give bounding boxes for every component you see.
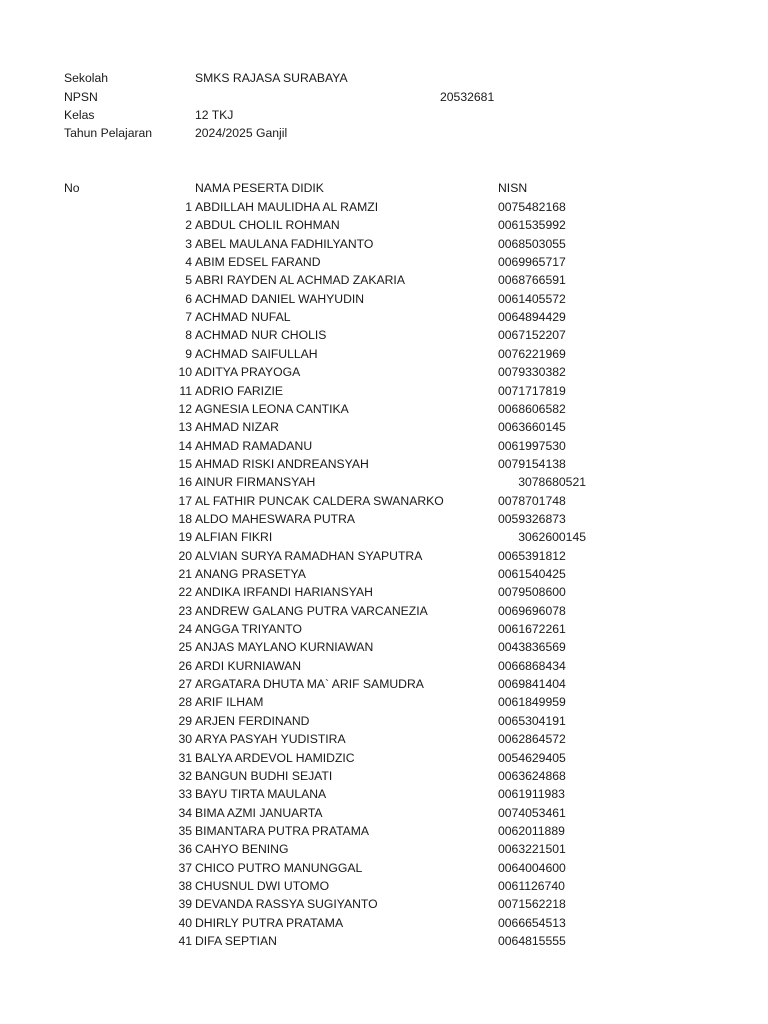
- student-nisn: 0078701748: [498, 493, 566, 508]
- table-row: [0, 530, 768, 548]
- row-number: 20: [178, 548, 192, 563]
- table-row: [0, 420, 768, 438]
- student-nisn: 0061849959: [498, 695, 566, 710]
- student-nisn: 0067152207: [498, 328, 566, 343]
- npsn-value: 20532681: [440, 90, 495, 104]
- row-number: 19: [178, 530, 192, 545]
- class-label: Kelas: [64, 108, 95, 122]
- student-name: ANDREW GALANG PUTRA VARCANEZIA: [195, 603, 428, 618]
- table-row: [0, 457, 768, 475]
- student-name: DHIRLY PUTRA PRATAMA: [195, 915, 344, 930]
- student-name: ABIM EDSEL FARAND: [195, 255, 321, 270]
- student-name: ACHMAD SAIFULLAH: [195, 346, 318, 361]
- student-name: AHMAD RISKI ANDREANSYAH: [195, 456, 369, 471]
- student-nisn: 0061535992: [498, 218, 566, 233]
- school-label: Sekolah: [64, 71, 109, 85]
- student-nisn: 0062864572: [498, 732, 566, 747]
- row-number: 39: [178, 897, 192, 912]
- student-nisn: 0069696078: [498, 603, 566, 618]
- student-nisn: 0061911983: [498, 787, 565, 802]
- row-number: 12: [178, 401, 192, 416]
- table-row: [0, 714, 768, 732]
- student-nisn: 0059326873: [498, 511, 566, 526]
- row-number: 6: [185, 291, 192, 306]
- table-row: [0, 512, 768, 530]
- student-nisn: 0061997530: [498, 438, 566, 453]
- student-name: ACHMAD DANIEL WAHYUDIN: [195, 291, 365, 306]
- table-row: [0, 787, 768, 805]
- row-number: 5: [185, 273, 192, 288]
- table-row: [0, 549, 768, 567]
- row-number: 11: [179, 383, 192, 398]
- student-name: ANGGA TRIYANTO: [195, 622, 303, 637]
- table-row: [0, 475, 768, 493]
- student-name: ARIF ILHAM: [195, 695, 264, 710]
- table-row: [0, 769, 768, 787]
- table-row: [0, 861, 768, 879]
- student-nisn: 0068766591: [498, 273, 566, 288]
- student-nisn: 0068606582: [498, 401, 566, 416]
- table-row: [0, 328, 768, 346]
- student-nisn: 3062600145: [518, 530, 586, 545]
- row-number: 21: [178, 567, 192, 581]
- student-name: ANANG PRASETYA: [195, 567, 306, 581]
- student-name: CAHYO BENING: [195, 842, 289, 857]
- table-row: [0, 273, 768, 291]
- student-name: BIMA AZMI JANUARTA: [195, 805, 323, 820]
- student-nisn: 0069965717: [498, 255, 566, 270]
- row-number: 9: [185, 346, 192, 361]
- student-name: AHMAD NIZAR: [195, 420, 279, 435]
- year-value: 2024/2025 Ganjil: [195, 126, 288, 140]
- student-nisn: 0064815555: [498, 934, 566, 948]
- student-name: ABDUL CHOLIL ROHMAN: [195, 218, 340, 233]
- student-name: AGNESIA LEONA CANTIKA: [195, 401, 349, 416]
- row-number: 30: [178, 732, 192, 747]
- row-number: 34: [178, 805, 192, 820]
- table-row: [0, 585, 768, 603]
- student-name: AINUR FIRMANSYAH: [195, 475, 316, 490]
- table-row: [0, 751, 768, 769]
- student-name: BIMANTARA PUTRA PRATAMA: [195, 823, 370, 838]
- student-name: ANJAS MAYLANO KURNIAWAN: [195, 640, 374, 655]
- table-row: [0, 916, 768, 934]
- row-number: 36: [178, 842, 192, 857]
- student-nisn: 0063221501: [498, 842, 566, 857]
- column-header-name: NAMA PESERTA DIDIK: [195, 181, 324, 195]
- column-header-nisn: NISN: [498, 181, 528, 195]
- student-nisn: 0076221969: [498, 346, 566, 361]
- student-nisn: 0063660145: [498, 420, 566, 435]
- student-nisn: 0064894429: [498, 310, 566, 325]
- student-name: ARGATARA DHUTA MA` ARIF SAMUDRA: [195, 677, 424, 692]
- row-number: 2: [185, 218, 192, 233]
- row-number: 27: [178, 677, 192, 692]
- table-row: [0, 402, 768, 420]
- student-nisn: 0062011889: [498, 823, 565, 838]
- table-row: [0, 439, 768, 457]
- student-nisn: 0068503055: [498, 236, 566, 251]
- class-value: 12 TKJ: [195, 108, 234, 122]
- table-row: [0, 347, 768, 365]
- student-name: ABRI RAYDEN AL ACHMAD ZAKARIA: [195, 273, 405, 288]
- table-row: [0, 677, 768, 695]
- student-name: DIFA SEPTIAN: [195, 934, 277, 948]
- student-nisn: 0069841404: [498, 677, 566, 692]
- student-name: ALVIAN SURYA RAMADHAN SYAPUTRA: [195, 548, 423, 563]
- table-row: [0, 292, 768, 310]
- row-number: 8: [185, 328, 192, 343]
- student-nisn: 0043836569: [498, 640, 566, 655]
- table-row: [0, 934, 768, 952]
- student-name: ACHMAD NUR CHOLIS: [195, 328, 327, 343]
- row-number: 35: [178, 823, 192, 838]
- student-name: BANGUN BUDHI SEJATI: [195, 768, 333, 783]
- row-number: 31: [178, 750, 192, 765]
- student-name: ADRIO FARIZIE: [195, 383, 284, 398]
- table-row: [0, 255, 768, 273]
- student-nisn: 0054629405: [498, 750, 566, 765]
- school-value: SMKS RAJASA SURABAYA: [195, 71, 348, 85]
- table-row: [0, 806, 768, 824]
- year-label: Tahun Pelajaran: [64, 126, 153, 140]
- row-number: 29: [178, 713, 192, 728]
- row-number: 28: [178, 695, 192, 710]
- student-name: CHICO PUTRO MANUNGGAL: [195, 860, 363, 875]
- table-row: [0, 567, 768, 585]
- student-name: BAYU TIRTA MAULANA: [195, 787, 327, 802]
- student-nisn: 0075482168: [498, 200, 566, 214]
- student-name: ABEL MAULANA FADHILYANTO: [195, 236, 374, 251]
- student-name: AL FATHIR PUNCAK CALDERA SWANARKO: [195, 493, 444, 508]
- table-row: [0, 200, 768, 218]
- row-number: 41: [178, 934, 192, 948]
- student-nisn: 0066868434: [498, 658, 566, 673]
- student-nisn: 0061672261: [498, 622, 566, 637]
- row-number: 13: [178, 420, 192, 435]
- student-name: ARJEN FERDINAND: [195, 713, 310, 728]
- table-row: [0, 494, 768, 512]
- student-nisn: 0065304191: [498, 713, 566, 728]
- table-row: [0, 879, 768, 897]
- student-nisn: 0061540425: [498, 567, 566, 581]
- row-number: 33: [178, 787, 192, 802]
- table-row: [0, 604, 768, 622]
- student-nisn: 0079154138: [498, 456, 566, 471]
- table-row: [0, 732, 768, 750]
- student-nisn: 0071562218: [498, 897, 566, 912]
- row-number: 40: [178, 915, 192, 930]
- student-name: DEVANDA RASSYA SUGIYANTO: [195, 897, 378, 912]
- student-nisn: 0079330382: [498, 365, 566, 380]
- row-number: 23: [178, 603, 192, 618]
- table-row: [0, 218, 768, 236]
- npsn-label: NPSN: [64, 90, 98, 104]
- student-name: BALYA ARDEVOL HAMIDZIC: [195, 750, 355, 765]
- row-number: 22: [178, 585, 192, 600]
- student-nisn: 0061126740: [498, 878, 565, 893]
- row-number: 24: [178, 622, 192, 637]
- row-number: 37: [178, 860, 192, 875]
- student-nisn: 0066654513: [498, 915, 566, 930]
- table-row: [0, 310, 768, 328]
- student-nisn: 0064004600: [498, 860, 566, 875]
- row-number: 1: [185, 200, 192, 214]
- student-nisn: 0061405572: [498, 291, 566, 306]
- student-nisn: 0065391812: [498, 548, 566, 563]
- table-row: [0, 384, 768, 402]
- student-name: AHMAD RAMADANU: [195, 438, 313, 453]
- row-number: 7: [185, 310, 192, 325]
- student-name: ACHMAD NUFAL: [195, 310, 291, 325]
- student-name: ABDILLAH MAULIDHA AL RAMZI: [195, 200, 379, 214]
- table-row: [0, 824, 768, 842]
- student-name: ALFIAN FIKRI: [195, 530, 273, 545]
- row-number: 4: [185, 255, 192, 270]
- row-number: 3: [185, 236, 192, 251]
- student-name: ARYA PASYAH YUDISTIRA: [195, 732, 346, 747]
- student-nisn: 3078680521: [518, 475, 586, 490]
- student-name: ADITYA PRAYOGA: [195, 365, 301, 380]
- student-name: ALDO MAHESWARA PUTRA: [195, 511, 356, 526]
- table-row: [0, 695, 768, 713]
- student-name: ARDI KURNIAWAN: [195, 658, 302, 673]
- column-header-no: No: [64, 181, 80, 195]
- row-number: 16: [178, 475, 192, 490]
- student-name: ANDIKA IRFANDI HARIANSYAH: [195, 585, 373, 600]
- row-number: 38: [178, 878, 192, 893]
- row-number: 25: [178, 640, 192, 655]
- row-number: 18: [178, 511, 192, 526]
- table-row: [0, 640, 768, 658]
- row-number: 26: [178, 658, 192, 673]
- row-number: 32: [178, 768, 192, 783]
- student-nisn: 0074053461: [498, 805, 566, 820]
- student-nisn: 0063624868: [498, 768, 566, 783]
- table-row: [0, 237, 768, 255]
- row-number: 14: [178, 438, 192, 453]
- table-row: [0, 622, 768, 640]
- table-row: [0, 365, 768, 383]
- table-row: [0, 659, 768, 677]
- table-row: [0, 897, 768, 915]
- row-number: 15: [178, 456, 192, 471]
- student-name: CHUSNUL DWI UTOMO: [195, 878, 330, 893]
- row-number: 17: [178, 493, 192, 508]
- student-nisn: 0071717819: [498, 383, 566, 398]
- row-number: 10: [178, 365, 192, 380]
- table-row: [0, 842, 768, 860]
- student-nisn: 0079508600: [498, 585, 566, 600]
